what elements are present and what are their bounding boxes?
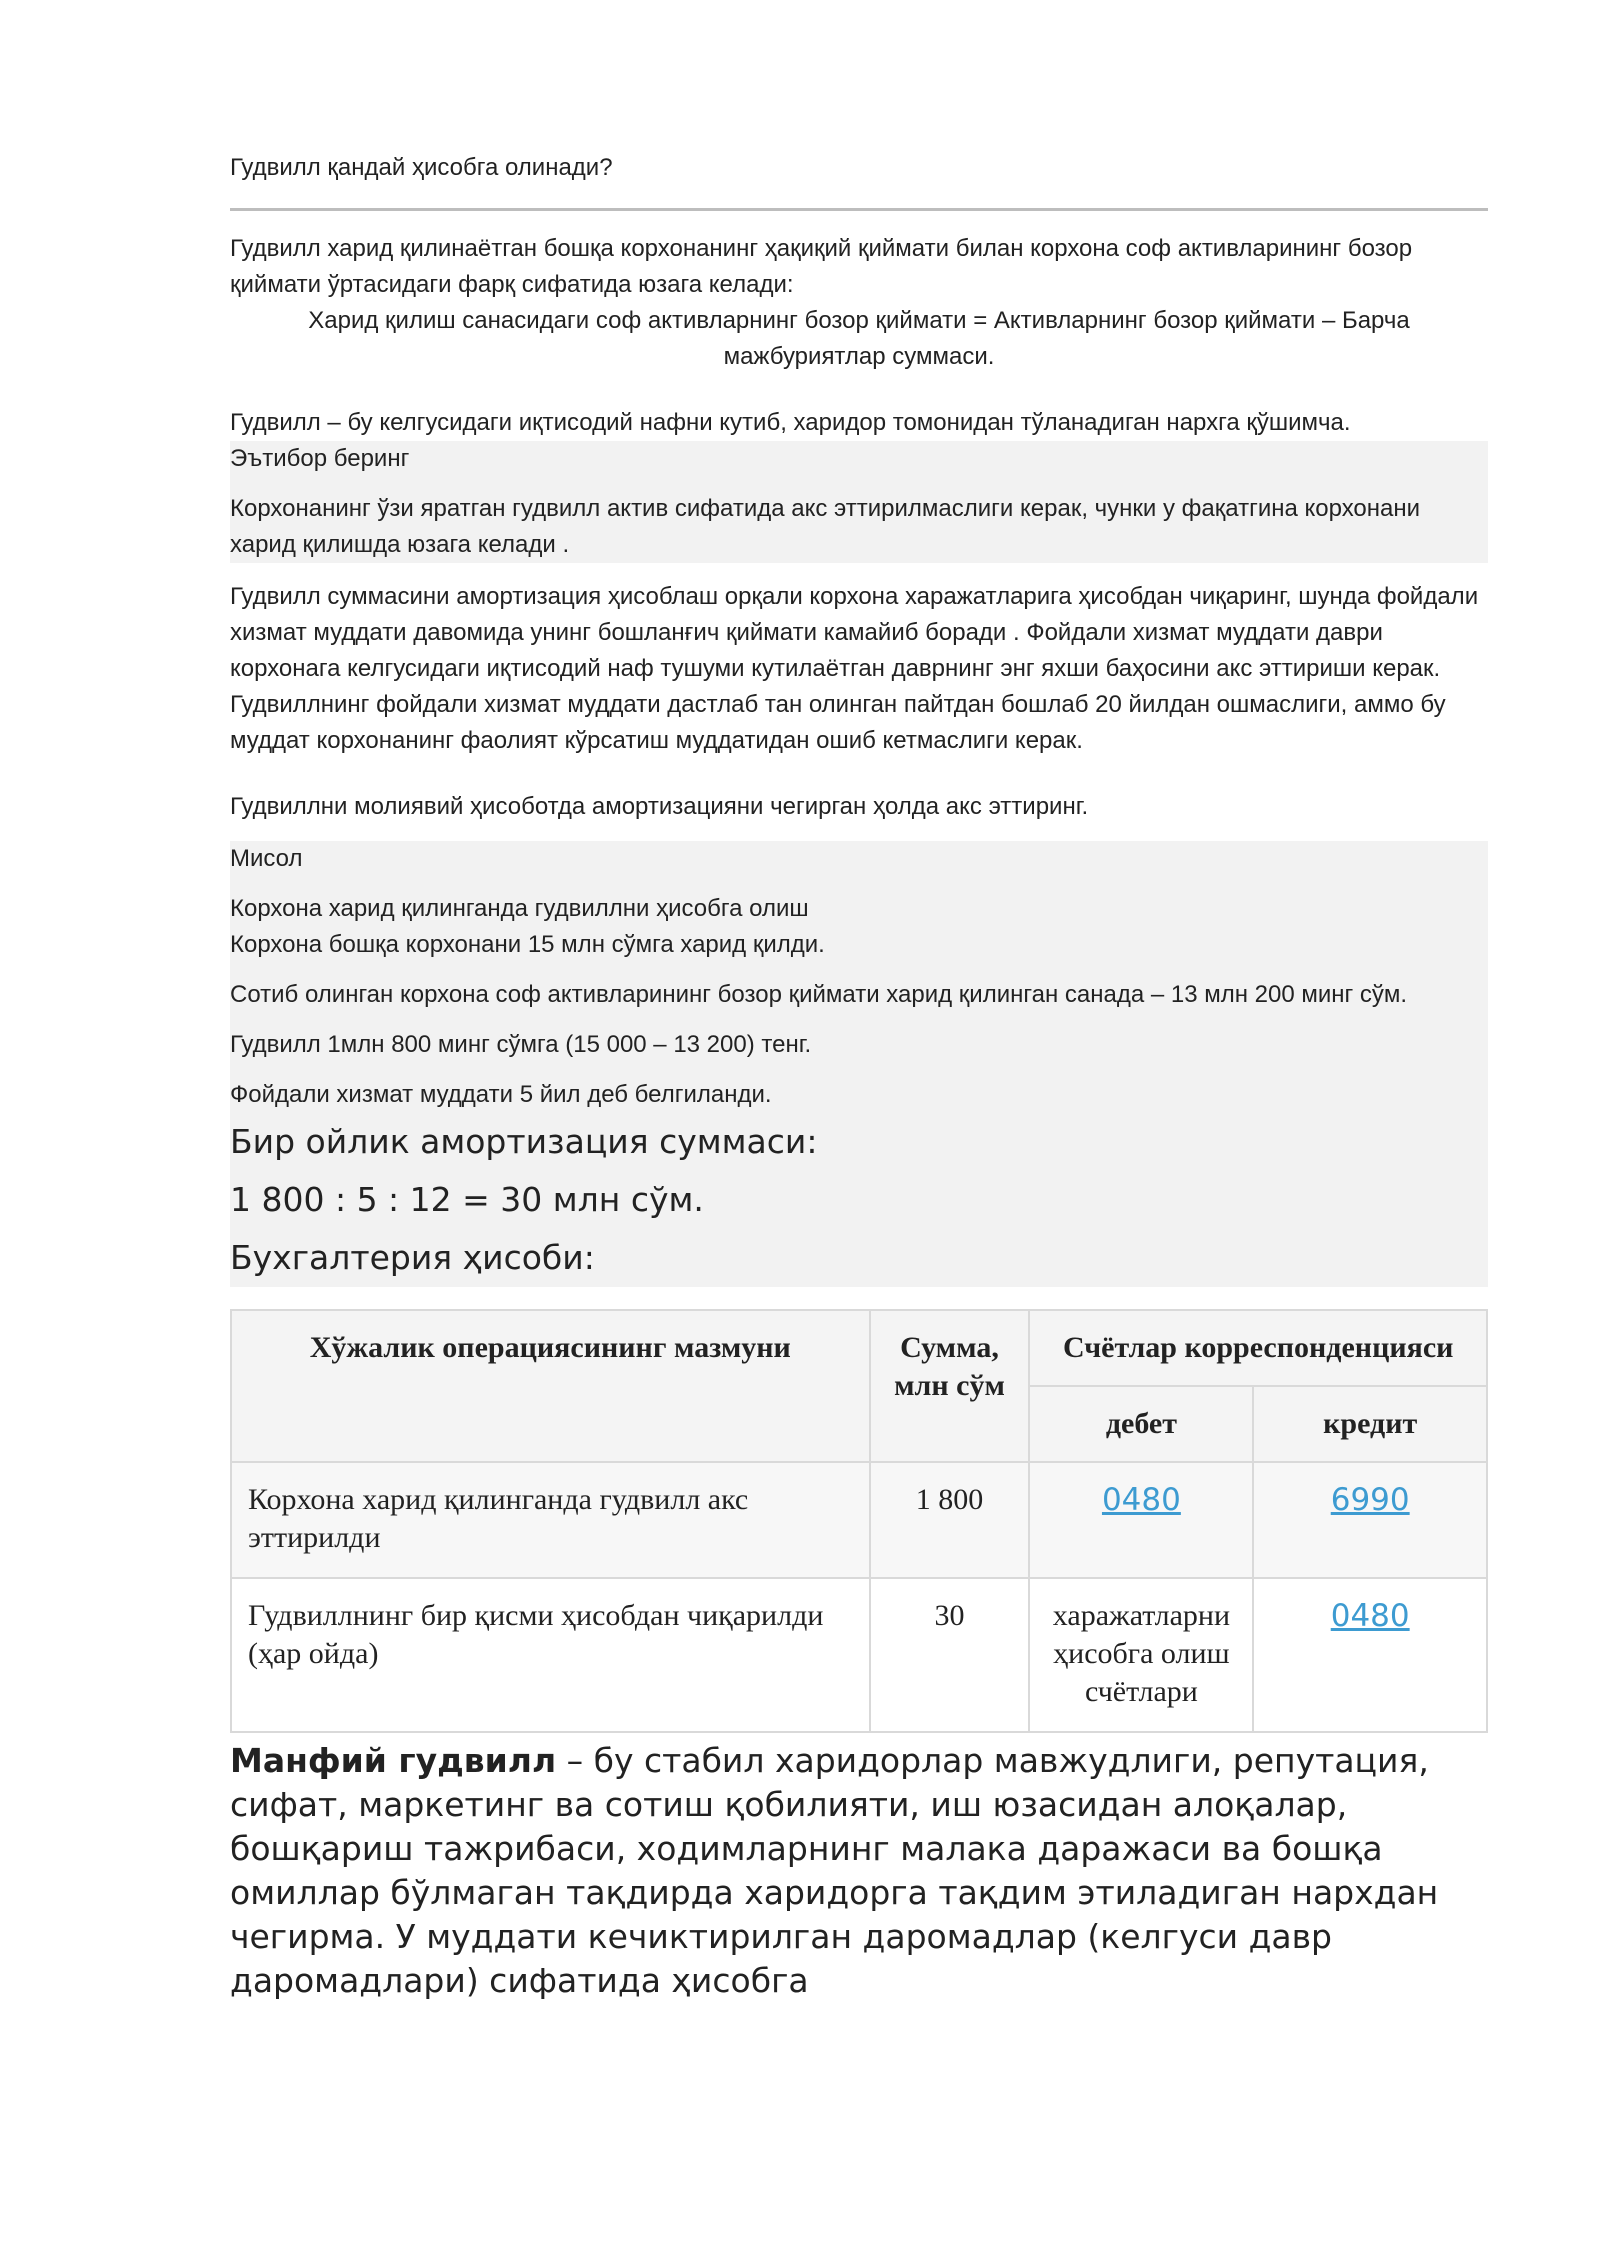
page-title: Гудвилл қандай ҳисобга олинади? (230, 154, 613, 181)
definition-paragraph: Гудвилл – бу келгусидаги иқтисодий нафни кутиб, харидор томонидан тўланадиган нархга қўшимча. (230, 409, 1351, 436)
example-box (230, 841, 1488, 1287)
negative-goodwill-term: Манфий гудвилл (230, 1741, 557, 1780)
accounting-label: Бухгалтерия ҳисоби: (230, 1238, 595, 1277)
formula-paragraph: Харид қилиш санасидаги соф активларнинг бозор қиймати = Активларнинг бозор қиймати – Барча мажбуриятлар суммаси. (308, 307, 1410, 370)
account-link-6990[interactable]: 6990 (1330, 1482, 1410, 1518)
account-link-0480[interactable]: 0480 (1101, 1482, 1181, 1518)
example-line-4: Гудвилл 1млн 800 минг сўмга (15 000 – 13 200) тенг. (230, 1031, 812, 1058)
monthly-amortization-label: Бир ойлик амортизация суммаси: (230, 1122, 818, 1161)
table-row (231, 1578, 1487, 1732)
table-row (231, 1462, 1487, 1578)
note-box (230, 441, 1488, 563)
document-page (230, 150, 1488, 2003)
note-text: Корхонанинг ўзи яратган гудвилл актив сифатида акс эттирилмаслиги керак, чунки у фақатгина корхонани харид қилишда юзага келади . (230, 495, 1421, 558)
accounting-table (230, 1309, 1488, 1733)
negative-goodwill-text: – бу стабил харидорлар мавжудлиги, репутация, сифат, маркетинг ва сотиш қобилияти, иш юзасидан алоқалар, бошқариш тажрибаси, ходимларнинг малака даражаси ва бошқа омиллар бўлмаган тақдирда харидорга тақдим этиладиган нархдан чегирма. У муддати кечиктирилган даромадлар (келгуси давр даромадлари) сифатида ҳисобга (230, 1741, 1439, 2000)
negative-goodwill-paragraph (230, 1739, 1488, 2003)
monthly-amortization-calc: 1 800 : 5 : 12 = 30 млн сўм. (230, 1180, 704, 1219)
row-operation: Корхона харид қилинганда гудвилл акс эттирилди (231, 1462, 870, 1578)
row-amount: 30 (870, 1578, 1030, 1732)
header-amount: Сумма, млн сўм (870, 1310, 1030, 1462)
account-link-0480[interactable]: 0480 (1330, 1598, 1410, 1634)
row-operation: Гудвиллнинг бир қисми ҳисобдан чиқарилди (ҳар ойда) (231, 1578, 870, 1732)
example-line-3: Сотиб олинган корхона соф активларининг бозор қиймати харид қилинган санада – 13 млн 200 минг сўм. (230, 981, 1408, 1008)
row-debit: харажатларни ҳисобга олиш счётлари (1029, 1578, 1253, 1732)
header-credit: кредит (1253, 1386, 1487, 1462)
header-debit: дебет (1029, 1386, 1253, 1462)
header-correspondence: Счётлар корреспонденцияси (1029, 1310, 1487, 1386)
reporting-paragraph: Гудвиллни молиявий ҳисоботда амортизацияни чегирган ҳолда акс эттиринг. (230, 793, 1089, 820)
title-divider (230, 208, 1488, 211)
header-operation: Хўжалик операциясининг мазмуни (231, 1310, 870, 1462)
example-line-5: Фойдали хизмат муддати 5 йил деб белгиланди. (230, 1081, 772, 1108)
example-line-2: Корхона бошқа корхонани 15 млн сўмга харид қилди. (230, 931, 825, 958)
example-heading: Мисол (230, 845, 303, 872)
amortization-paragraph: Гудвилл суммасини амортизация ҳисоблаш орқали корхона харажатларига ҳисобдан чиқаринг, шунда фойдали хизмат муддати давомида унинг бошланғич қиймати камайиб боради . Фойдали хизмат муддати даври корхонага келгусидаги иқтисодий наф тушуми кутилаётган даврнинг энг яхши баҳосини акс эттириши керак. Гудвиллнинг фойдали хизмат муддати дастлаб тан олинган пайтдан бошлаб 20 йилдан ошмаслиги, аммо бу муддат корхонанинг фаолият кўрсатиш муддатидан ошиб кетмаслиги керак. (230, 583, 1479, 754)
row-amount: 1 800 (870, 1462, 1030, 1578)
intro-paragraph: Гудвилл харид қилинаётган бошқа корхонанинг ҳақиқий қиймати билан корхона соф активларининг бозор қиймати ўртасидаги фарқ сифатида юзага келади: (230, 235, 1413, 298)
note-heading: Эътибор беринг (230, 445, 410, 472)
example-line-1: Корхона харид қилинганда гудвиллни ҳисобга олиш (230, 895, 809, 922)
